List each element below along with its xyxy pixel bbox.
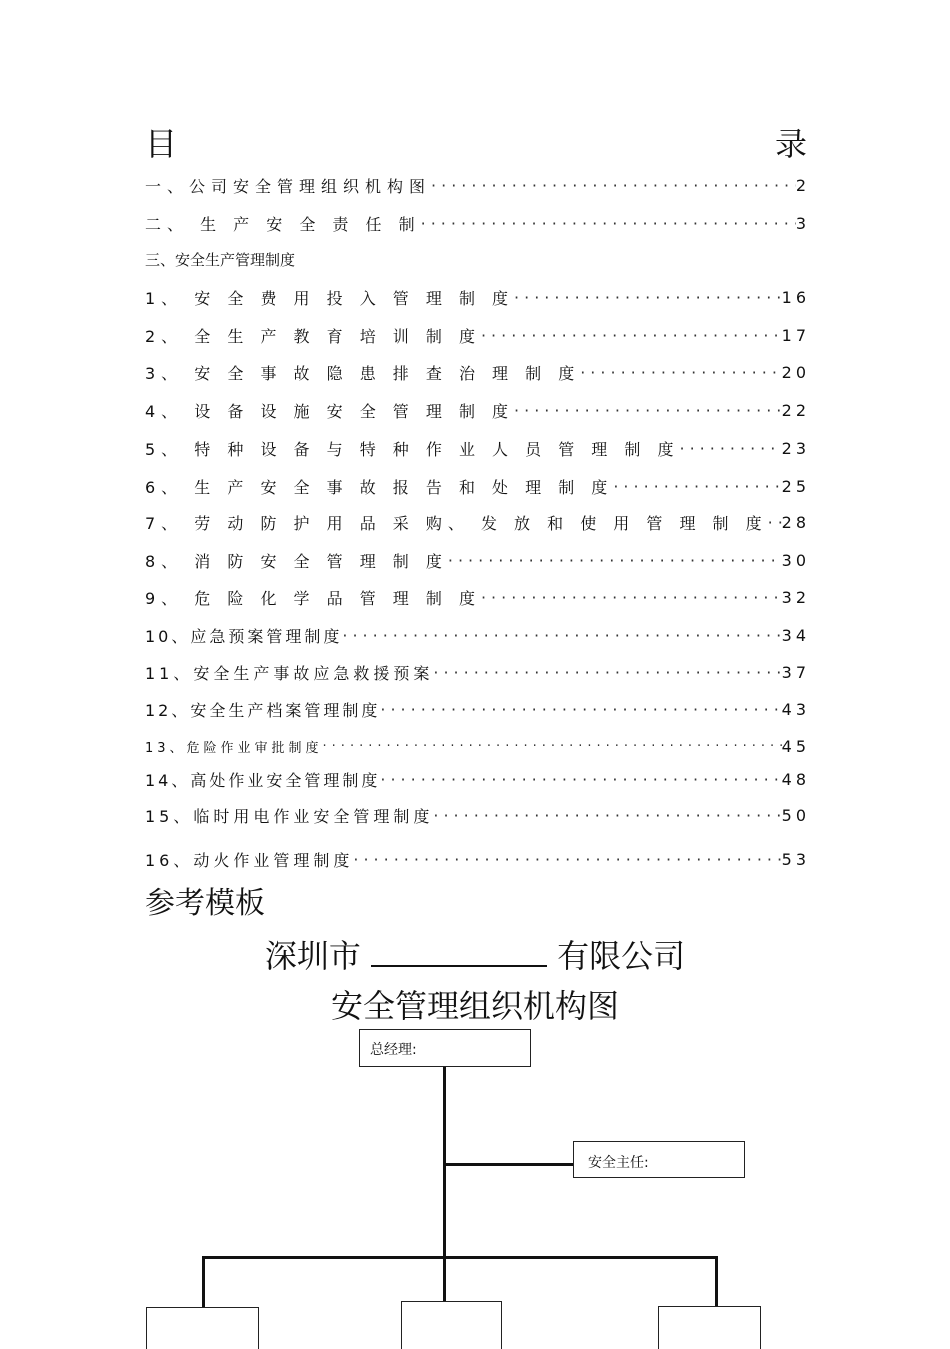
toc-entry-label: 12、安全生产档案管理制度 xyxy=(145,701,381,720)
toc-entry[interactable] xyxy=(145,549,810,572)
toc-leader-dots xyxy=(433,663,781,682)
toc-title xyxy=(145,122,807,166)
toc-entry-label: 6、 生 产 安 全 事 故 报 告 和 处 理 制 度 xyxy=(145,478,614,497)
safety-director-box[interactable] xyxy=(573,1141,745,1178)
toc-entry-label: 3、 安 全 事 故 隐 患 排 查 治 理 制 度 xyxy=(145,364,581,383)
toc-entry-page: 34 xyxy=(781,626,810,645)
toc-entry-page: 43 xyxy=(781,700,810,719)
company-name-line xyxy=(0,934,950,978)
department-box-center[interactable] xyxy=(401,1301,502,1349)
toc-entry-label: 16、动火作业管理制度 xyxy=(145,851,354,870)
toc-entry[interactable] xyxy=(145,437,810,460)
department-box-right[interactable] xyxy=(658,1306,761,1349)
toc-entry-page: 45 xyxy=(781,737,810,756)
toc-entry-label: 9、 危 险 化 学 品 管 理 制 度 xyxy=(145,589,481,608)
toc-entry-page: 48 xyxy=(781,770,810,789)
toc-leader-dots xyxy=(353,850,781,869)
toc-entry-page: 32 xyxy=(781,588,810,607)
toc-entry[interactable] xyxy=(145,475,810,498)
toc-entry[interactable] xyxy=(145,661,810,684)
toc-leader-dots xyxy=(481,326,782,345)
toc-leader-dots xyxy=(433,806,781,825)
toc-entry-page: 23 xyxy=(781,439,810,458)
connector-line-vertical xyxy=(443,1067,446,1307)
toc-entry[interactable] xyxy=(145,768,810,791)
safety-director-label: 安全主任: xyxy=(588,1155,649,1171)
toc-entry[interactable] xyxy=(145,324,810,347)
toc-entry[interactable] xyxy=(145,212,810,235)
toc-entry-page: 16 xyxy=(781,288,810,307)
department-box-left[interactable] xyxy=(146,1307,259,1349)
connector-line-left xyxy=(202,1256,205,1307)
toc-entry-label: 13、危险作业审批制度 xyxy=(145,741,323,756)
toc-entry-page: 20 xyxy=(781,363,810,382)
toc-entry-page: 3 xyxy=(795,214,810,233)
toc-entry-label: 2、 全 生 产 教 育 培 训 制 度 xyxy=(145,327,481,346)
toc-entry-page: 2 xyxy=(795,176,810,195)
toc-entry[interactable] xyxy=(145,586,810,609)
toc-leader-dots xyxy=(679,439,781,458)
toc-leader-dots xyxy=(421,214,796,233)
toc-entry-label: 一、公司安全管理组织机构图 xyxy=(145,177,432,196)
toc-entry[interactable] xyxy=(145,848,810,871)
connector-line-to-safety xyxy=(444,1163,573,1166)
toc-entry-page: 17 xyxy=(781,326,810,345)
toc-entry[interactable] xyxy=(145,174,810,197)
toc-entry-page: 37 xyxy=(781,663,810,682)
toc-leader-dots xyxy=(380,770,781,789)
toc-entry[interactable] xyxy=(145,361,810,384)
toc-title-left: 目 xyxy=(145,125,178,163)
toc-entry-label: 7、 劳 动 防 护 用 品 采 购、 发 放 和 使 用 管 理 制 度 xyxy=(145,514,768,533)
toc-leader-dots xyxy=(481,588,782,607)
toc-entry-page: 53 xyxy=(781,850,810,869)
toc-entry-page: 25 xyxy=(781,477,810,496)
toc-title-right: 录 xyxy=(774,125,807,163)
toc-entry-label: 二、 生 产 安 全 责 任 制 xyxy=(145,215,421,234)
toc-entry[interactable] xyxy=(145,698,810,721)
toc-entry-label: 5、 特 种 设 备 与 特 种 作 业 人 员 管 理 制 度 xyxy=(145,440,680,459)
toc-entry-page: 22 xyxy=(781,401,810,420)
toc-entry[interactable] xyxy=(145,399,810,422)
company-prefix: 深圳市 xyxy=(264,937,361,975)
toc-leader-dots xyxy=(380,700,781,719)
company-name-blank[interactable] xyxy=(371,935,547,967)
toc-entry-label: 10、应急预案管理制度 xyxy=(145,627,343,646)
toc-leader-dots xyxy=(323,739,782,754)
toc-entry-label: 15、临时用电作业安全管理制度 xyxy=(145,807,434,826)
toc-leader-dots xyxy=(514,288,782,307)
toc-leader-dots xyxy=(342,626,781,645)
toc-entry-label: 11、安全生产事故应急救援预案 xyxy=(145,664,434,683)
toc-entry-label: 14、高处作业安全管理制度 xyxy=(145,771,381,790)
toc-entry-label: 4、 设 备 设 施 安 全 管 理 制 度 xyxy=(145,402,515,421)
toc-entry-page: 30 xyxy=(781,551,810,570)
toc-entry[interactable] xyxy=(145,511,810,534)
connector-line-horizontal xyxy=(202,1256,718,1259)
toc-leader-dots xyxy=(768,513,782,532)
toc-leader-dots xyxy=(448,551,782,570)
toc-section-heading: 三、安全生产管理制度 xyxy=(145,251,296,269)
connector-line-right xyxy=(715,1256,718,1307)
toc-leader-dots xyxy=(514,401,782,420)
general-manager-box[interactable] xyxy=(359,1029,531,1067)
toc-entry-page: 50 xyxy=(781,806,810,825)
toc-entry[interactable] xyxy=(145,286,810,309)
toc-entry-label: 8、 消 防 安 全 管 理 制 度 xyxy=(145,552,448,571)
toc-entry[interactable] xyxy=(145,804,810,827)
toc-entry[interactable] xyxy=(145,624,810,647)
toc-entry[interactable] xyxy=(145,737,810,756)
toc-leader-dots xyxy=(613,477,781,496)
toc-entry-label: 1、 安 全 费 用 投 入 管 理 制 度 xyxy=(145,289,515,308)
company-suffix: 有限公司 xyxy=(557,937,686,975)
template-label: 参考模板 xyxy=(145,886,265,921)
toc-leader-dots xyxy=(431,176,796,195)
org-chart-title: 安全管理组织机构图 xyxy=(330,987,619,1025)
toc-leader-dots xyxy=(580,363,781,382)
toc-entry-page: 28 xyxy=(781,513,810,532)
general-manager-label: 总经理: xyxy=(370,1042,417,1058)
